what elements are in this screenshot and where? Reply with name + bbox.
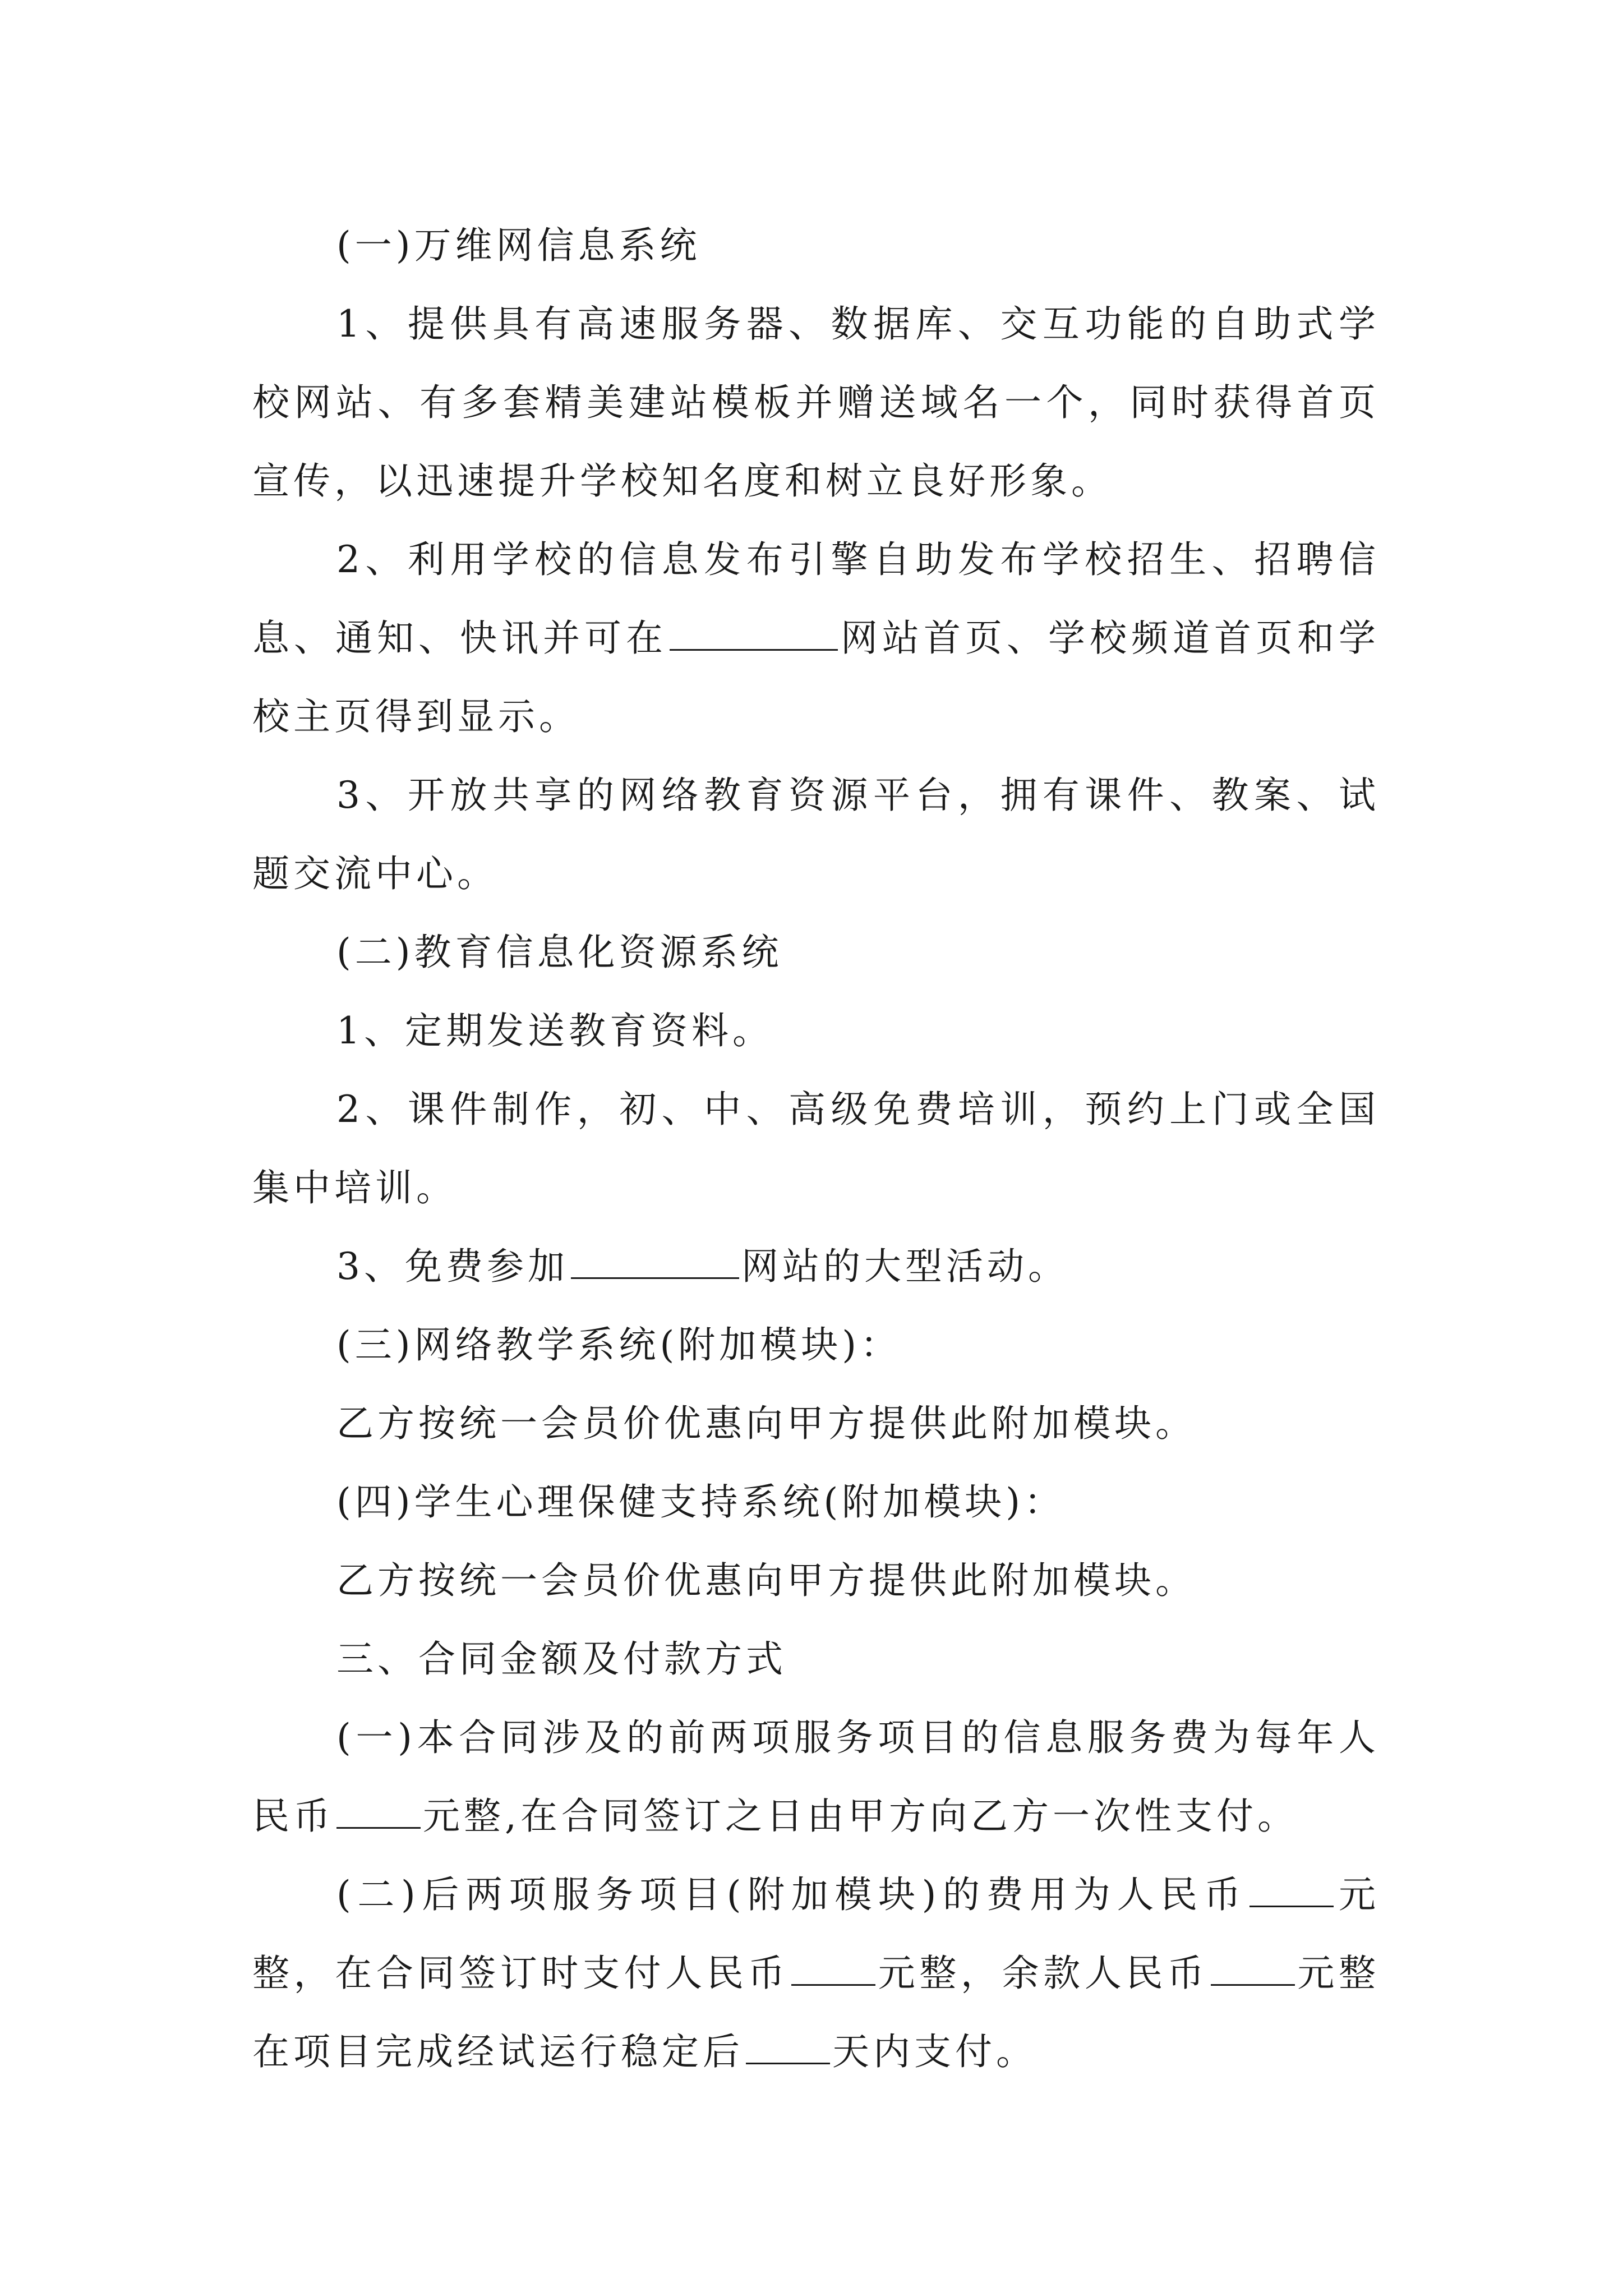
paragraph-p08 xyxy=(252,1227,1380,1306)
paragraph-p03 xyxy=(252,521,1380,756)
paragraph-text: 乙方按统一会员价优惠向甲方提供此附加模块。 xyxy=(336,1402,1196,1445)
fill-in-blank xyxy=(670,610,838,651)
paragraph-text: 元整在项目完成经试运行稳定后 xyxy=(252,1952,1380,2073)
paragraph-text: 三、合同金额及付款方式 xyxy=(336,1637,787,1681)
fill-in-blank xyxy=(1211,1945,1295,1986)
paragraph-text: 天内支付。 xyxy=(832,2030,1037,2073)
paragraph-text: 1、定期发送教育资料。 xyxy=(336,1009,773,1052)
paragraph-text: 1、提供具有高速服务器、数据库、交互功能的自助式学校网站、有多套精美建站模板并赠送域名一个，同时获得首页宣传，以迅速提升学校知名度和树立良好形象。 xyxy=(252,302,1380,503)
paragraph-p13 xyxy=(252,1620,1380,1699)
fill-in-blank xyxy=(1249,1866,1334,1907)
paragraph-text: 2、课件制作，初、中、高级免费培训，预约上门或全国集中培训。 xyxy=(252,1088,1380,1209)
paragraph-text: 元整，余款人民币 xyxy=(878,1952,1209,1995)
paragraph-p15 xyxy=(252,1856,1380,2091)
paragraph-text: 乙方按统一会员价优惠向甲方提供此附加模块。 xyxy=(336,1559,1196,1602)
paragraph-text: 网站的大型活动。 xyxy=(741,1245,1069,1288)
paragraph-text: (二)后两项服务项目(附加模块)的费用为人民币 xyxy=(336,1873,1248,1916)
paragraph-p12 xyxy=(252,1542,1380,1620)
paragraph-p02 xyxy=(252,285,1380,521)
paragraph-text: 元整,在合同签订之日由甲方向乙方一次性支付。 xyxy=(423,1795,1298,1838)
paragraph-p07 xyxy=(252,1070,1380,1227)
paragraph-text: (三)网络教学系统(附加模块)： xyxy=(336,1323,901,1366)
paragraph-p06 xyxy=(252,992,1380,1070)
paragraph-p10 xyxy=(252,1384,1380,1463)
paragraph-text: 网站首页、学校频道首页和学校主页得到显示。 xyxy=(252,616,1380,738)
fill-in-blank xyxy=(746,2023,830,2064)
fill-in-blank xyxy=(336,1788,421,1829)
paragraph-p11 xyxy=(252,1463,1380,1542)
paragraph-text: 元整，在合同签订时支付人民币 xyxy=(252,1873,1380,1995)
paragraph-text: (二)教育信息化资源系统 xyxy=(336,931,783,974)
paragraph-p14 xyxy=(252,1699,1380,1856)
paragraph-p01 xyxy=(252,206,1380,285)
paragraph-text: (四)学生心理保健支持系统(附加模块)： xyxy=(336,1480,1065,1524)
paragraph-p05 xyxy=(252,913,1380,992)
paragraph-text: (一)本合同涉及的前两项服务项目的信息服务费为每年人民币 xyxy=(252,1716,1380,1838)
fill-in-blank xyxy=(791,1945,875,1986)
paragraph-p04 xyxy=(252,756,1380,913)
paragraph-text: 3、开放共享的网络教育资源平台，拥有课件、教案、试题交流中心。 xyxy=(252,774,1380,895)
paragraph-text: 3、免费参加 xyxy=(336,1245,569,1288)
paragraph-p09 xyxy=(252,1306,1380,1384)
fill-in-blank xyxy=(571,1238,739,1279)
paragraph-text: (一)万维网信息系统 xyxy=(336,224,701,267)
paragraph-text: 2、利用学校的信息发布引擎自助发布学校招生、招聘信息、通知、快讯并可在 xyxy=(252,538,1380,660)
document-body xyxy=(252,206,1380,2091)
